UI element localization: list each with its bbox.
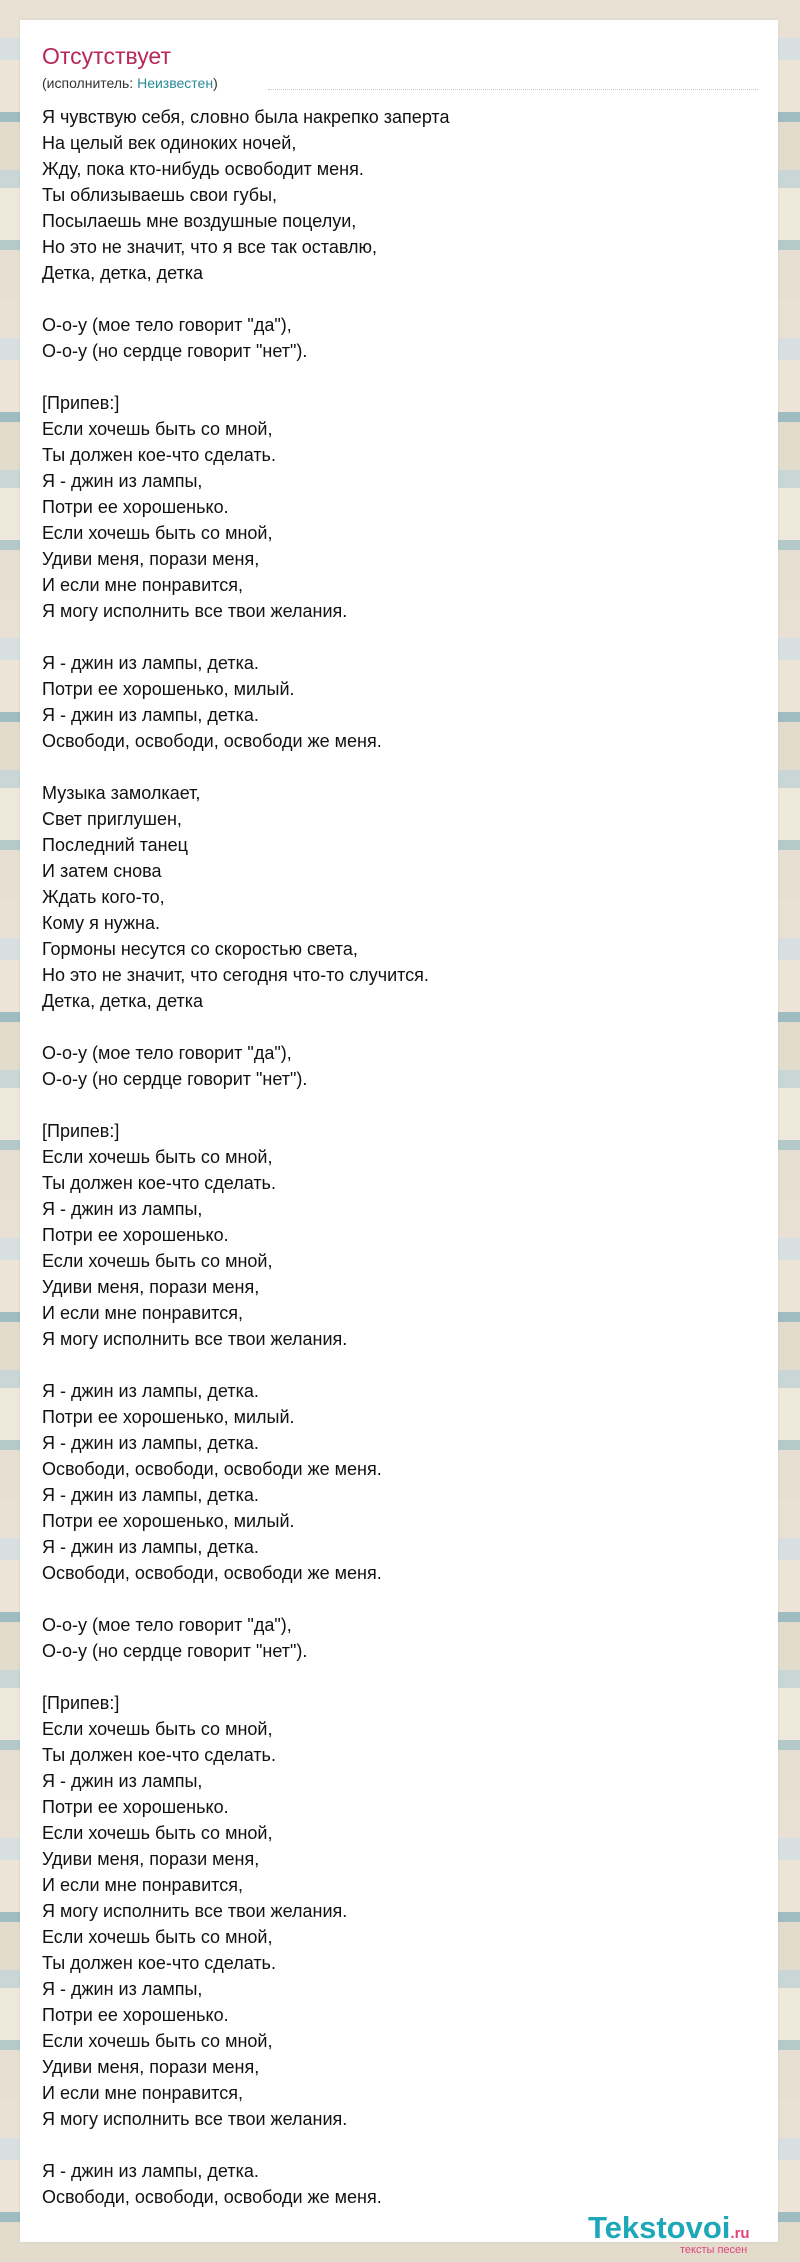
- lyric-line: Если хочешь быть со мной,: [42, 1719, 273, 1739]
- lyric-line: Я - джин из лампы,: [42, 1199, 203, 1219]
- lyric-line: И если мне понравится,: [42, 1303, 243, 1323]
- lyric-line: Освободи, освободи, освободи же меня.: [42, 2187, 382, 2207]
- lyric-line: Удиви меня, порази меня,: [42, 549, 260, 569]
- lyric-line: Удиви меня, порази меня,: [42, 2057, 260, 2077]
- song-title: Отсутствует: [42, 43, 171, 69]
- lyric-line: Ты облизываешь свои губы,: [42, 185, 278, 205]
- lyric-line: Если хочешь быть со мной,: [42, 1823, 273, 1843]
- lyric-line: О-о-у (мое тело говорит "да"),: [42, 315, 292, 335]
- stanza-gap: [42, 624, 742, 650]
- lyric-line: [Припев:]: [42, 393, 120, 413]
- lyric-line: Ты должен кое-что сделать.: [42, 1745, 276, 1765]
- lyric-line: Кому я нужна.: [42, 913, 160, 933]
- lyric-line: Я - джин из лампы,: [42, 1771, 203, 1791]
- performer-prefix: (исполнитель:: [42, 75, 138, 91]
- lyric-line: Я могу исполнить все твои желания.: [42, 601, 348, 621]
- lyric-line: Я чувствую себя, словно была накрепко заперта: [42, 107, 450, 127]
- lyric-line: Потри ее хорошенько.: [42, 2005, 229, 2025]
- lyric-line: Потри ее хорошенько.: [42, 497, 229, 517]
- logo-tld: .ru: [730, 2225, 750, 2242]
- stanza-gap: [42, 364, 742, 390]
- lyric-line: Если хочешь быть со мной,: [42, 1251, 273, 1271]
- lyric-line: Я - джин из лампы, детка.: [42, 653, 259, 673]
- lyric-line: Я - джин из лампы, детка.: [42, 1537, 259, 1557]
- lyric-line: Свет приглушен,: [42, 809, 182, 829]
- lyric-line: Музыка замолкает,: [42, 783, 201, 803]
- lyric-line: О-о-у (мое тело говорит "да"),: [42, 1615, 292, 1635]
- lyric-line: Ждать кого-то,: [42, 887, 165, 907]
- lyric-line: Освободи, освободи, освободи же меня.: [42, 1459, 382, 1479]
- site-logo[interactable]: [588, 2210, 788, 2262]
- logo-tagline: тексты песен: [680, 2244, 748, 2256]
- lyric-line: И если мне понравится,: [42, 2083, 243, 2103]
- lyric-line: Если хочешь быть со мной,: [42, 1147, 273, 1167]
- lyric-line: Я - джин из лампы, детка.: [42, 2161, 259, 2181]
- lyric-line: Жду, пока кто-нибудь освободит меня.: [42, 159, 364, 179]
- lyric-line: Детка, детка, детка: [42, 991, 204, 1011]
- lyric-line: [Припев:]: [42, 1121, 120, 1141]
- lyric-line: Освободи, освободи, освободи же меня.: [42, 731, 382, 751]
- lyric-line: Я - джин из лампы,: [42, 471, 203, 491]
- lyric-line: О-о-у (но сердце говорит "нет").: [42, 1641, 308, 1661]
- lyric-line: Потри ее хорошенько.: [42, 1797, 229, 1817]
- lyric-line: Я могу исполнить все твои желания.: [42, 1901, 348, 1921]
- lyric-line: Ты должен кое-что сделать.: [42, 445, 276, 465]
- performer-suffix: ): [213, 75, 218, 91]
- lyric-line: Потри ее хорошенько.: [42, 1225, 229, 1245]
- lyric-line: Посылаешь мне воздушные поцелуи,: [42, 211, 357, 231]
- stanza-gap: [42, 2132, 742, 2158]
- stanza-gap: [42, 754, 742, 780]
- lyric-line: И если мне понравится,: [42, 1875, 243, 1895]
- lyric-line: О-о-у (но сердце говорит "нет").: [42, 1069, 308, 1089]
- lyric-line: Я - джин из лампы, детка.: [42, 1381, 259, 1401]
- logo-name: Tekstovoi: [588, 2210, 731, 2245]
- lyric-line: Я - джин из лампы, детка.: [42, 1433, 259, 1453]
- lyric-line: Ты должен кое-что сделать.: [42, 1173, 276, 1193]
- lyric-line: И если мне понравится,: [42, 575, 243, 595]
- stanza-gap: [42, 1352, 742, 1378]
- lyric-line: Гормоны несутся со скоростью света,: [42, 939, 358, 959]
- lyric-line: Я могу исполнить все твои желания.: [42, 1329, 348, 1349]
- lyric-line: Я - джин из лампы,: [42, 1979, 203, 1999]
- stanza-gap: [42, 286, 742, 312]
- lyric-line: Но это не значит, что сегодня что-то случится.: [42, 965, 429, 985]
- lyric-line: Если хочешь быть со мной,: [42, 1927, 273, 1947]
- stanza-gap: [42, 1014, 742, 1040]
- lyric-line: Если хочешь быть со мной,: [42, 2031, 273, 2051]
- lyric-line: Потри ее хорошенько, милый.: [42, 1407, 295, 1427]
- lyric-line: Детка, детка, детка: [42, 263, 204, 283]
- lyric-line: Я - джин из лампы, детка.: [42, 1485, 259, 1505]
- lyric-line: [Припев:]: [42, 1693, 120, 1713]
- lyric-line: Я могу исполнить все твои желания.: [42, 2109, 348, 2129]
- lyric-line: Ты должен кое-что сделать.: [42, 1953, 276, 1973]
- lyric-line: Удиви меня, порази меня,: [42, 1849, 260, 1869]
- lyric-line: На целый век одиноких ночей,: [42, 133, 297, 153]
- lyric-line: Я - джин из лампы, детка.: [42, 705, 259, 725]
- stanza-gap: [42, 1092, 742, 1118]
- lyrics-card: [20, 20, 778, 2256]
- lyric-line: О-о-у (но сердце говорит "нет").: [42, 341, 308, 361]
- dotted-divider: [268, 89, 758, 90]
- lyric-line: Освободи, освободи, освободи же меня.: [42, 1563, 382, 1583]
- lyric-line: Потри ее хорошенько, милый.: [42, 679, 295, 699]
- lyrics-text: [42, 104, 742, 2210]
- performer-link[interactable]: Неизвестен: [137, 75, 214, 91]
- lyric-line: Последний танец: [42, 835, 188, 855]
- lyric-line: Удиви меня, порази меня,: [42, 1277, 260, 1297]
- lyric-line: Если хочешь быть со мной,: [42, 523, 273, 543]
- lyric-line: Потри ее хорошенько, милый.: [42, 1511, 295, 1531]
- stanza-gap: [42, 1664, 742, 1690]
- stanza-gap: [42, 1586, 742, 1612]
- performer-line: [42, 74, 218, 92]
- lyric-line: Если хочешь быть со мной,: [42, 419, 273, 439]
- lyric-line: Но это не значит, что я все так оставлю,: [42, 237, 377, 257]
- lyric-line: О-о-у (мое тело говорит "да"),: [42, 1043, 292, 1063]
- lyric-line: И затем снова: [42, 861, 162, 881]
